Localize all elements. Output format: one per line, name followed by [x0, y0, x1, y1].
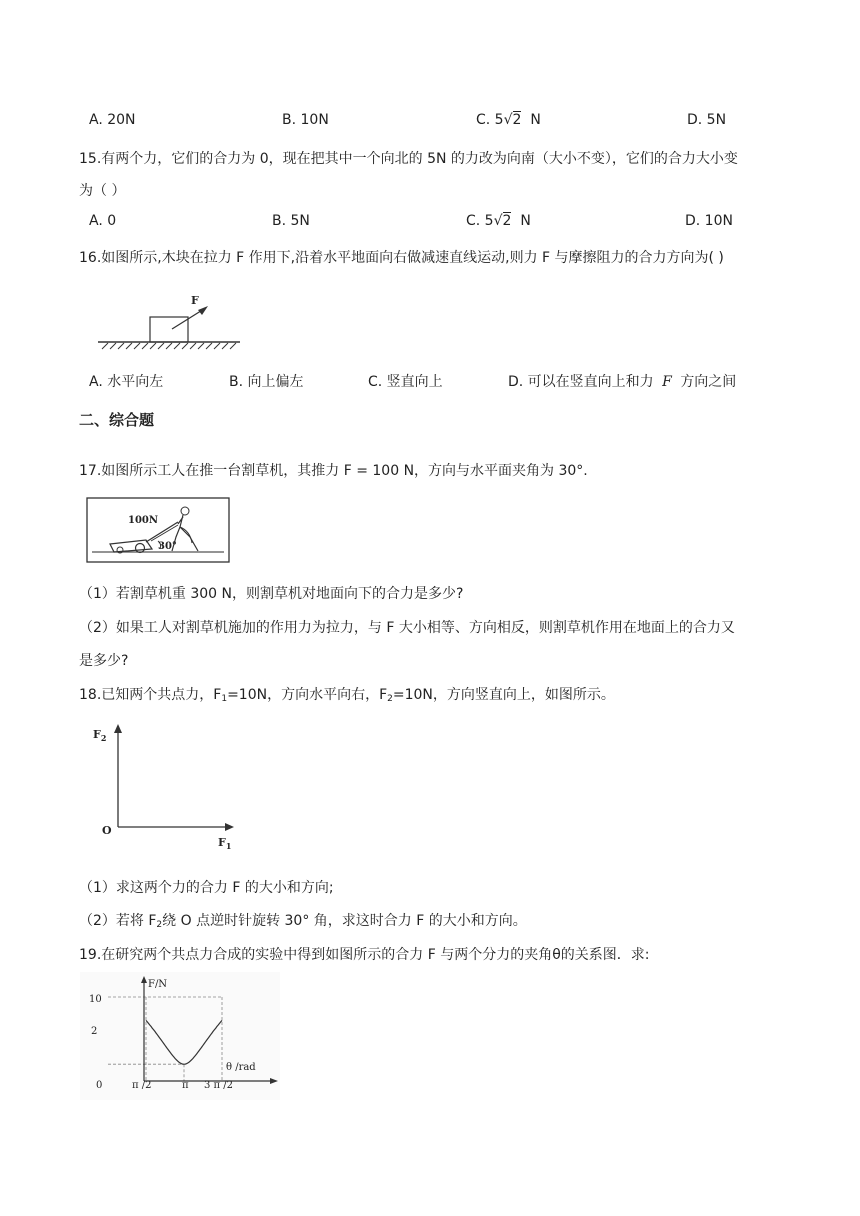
q16-option-d	[508, 371, 736, 391]
wooden-block	[150, 317, 188, 342]
q15-option-c-prefix: C. 5	[466, 213, 494, 229]
q18-text-b: =10N，方向水平向右，F	[227, 687, 388, 703]
q17-sub1: （1）若割草机重 300 N，则割草机对地面向下的合力是多少?	[79, 586, 464, 602]
mower-wheel-rear	[136, 544, 145, 553]
q15-option-c-unit: N	[520, 213, 531, 229]
q16-option-a: A. 水平向左	[89, 374, 164, 390]
origin-label: O	[102, 824, 112, 837]
q14-option-c-prefix: C. 5	[476, 112, 504, 128]
q15-question-line1: 15.有两个力，它们的合力为 0，现在把其中一个向北的 5N 的力改为向南（大小不变），它们的合力大小变	[79, 151, 738, 167]
x-tick-pi-half: π /2	[132, 1080, 152, 1091]
q16-option-d-prefix: D. 可以在竖直向上和力	[508, 374, 654, 390]
q17-question: 17.如图所示工人在推一台割草机，其推力 F = 100 N，方向与水平面夹角为 30°.	[79, 463, 588, 479]
q18-sub1: （1）求这两个力的合力 F 的大小和方向;	[79, 880, 334, 896]
q14-option-d: D. 5N	[687, 112, 727, 128]
y-axis-label: $F_2$	[93, 728, 107, 743]
x-tick-0: 0	[96, 1080, 103, 1091]
angle-label: 30°	[158, 541, 177, 552]
q18-sub1: 1	[221, 694, 228, 704]
force-label: F	[191, 294, 199, 307]
q17-sub2-line1: （2）如果工人对割草机施加的作用力为拉力，与 F 大小相等、方向相反，则割草机作用在地面上的合力又	[79, 620, 735, 636]
q15-option-d: D. 10N	[685, 213, 733, 229]
q15-option-b: B. 5N	[272, 213, 310, 229]
q14-option-c-radicand: 2	[512, 112, 522, 128]
y-axis-label: F/N	[148, 979, 168, 990]
q18-sub2-b: 绕 O 点逆时针旋转 30° 角，求这时合力 F 的大小和方向。	[162, 913, 527, 929]
q18-question	[79, 684, 615, 704]
force-arrow-head	[198, 306, 208, 315]
q18-sub2-a: （2）若将 F	[79, 913, 157, 929]
q14-option-b: B. 10N	[282, 112, 329, 128]
force-label: 100N	[128, 515, 159, 526]
q18-text-c: =10N，方向竖直向上，如图所示。	[392, 687, 615, 703]
q19-force-angle-chart	[80, 972, 280, 1100]
q15-option-a: A. 0	[89, 213, 117, 229]
q14-option-a: A. 20N	[89, 112, 136, 128]
ground-hatching	[102, 343, 236, 349]
x-arrow	[225, 823, 234, 831]
q18-sub2	[79, 910, 527, 930]
q18-force-axes-figure	[88, 720, 248, 850]
q18-sub2-subscript: 2	[156, 920, 163, 930]
q19-question: 19.在研究两个共点力合成的实验中得到如图所示的合力 F 与两个分力的夹角θ的关系图．求:	[79, 947, 650, 963]
q17-lawnmower-figure	[86, 497, 230, 563]
q15-question-line2: 为（ ）	[79, 183, 126, 199]
y-arrow	[114, 724, 122, 733]
y-tick-2: 2	[91, 1026, 98, 1037]
q16-block-figure	[94, 292, 244, 350]
q16-option-d-suffix: 方向之间	[680, 374, 737, 390]
y-tick-10: 10	[89, 994, 102, 1005]
q14-option-c	[476, 112, 541, 128]
worker-head	[181, 507, 189, 515]
x-axis-label: $F_1$	[218, 836, 232, 850]
section-title: 二、综合题	[79, 411, 155, 429]
sqrt-symbol: √	[493, 213, 503, 229]
q18-sub2: 2	[387, 694, 393, 704]
q16-question: 16.如图所示,木块在拉力 F 作用下,沿着水平地面向右做减速直线运动,则力 F 与摩擦阻力的合力方向为( )	[79, 250, 724, 266]
q15-option-c	[466, 213, 531, 229]
q16-option-c: C. 竖直向上	[368, 374, 443, 390]
q18-text-a: 18.已知两个共点力，F	[79, 687, 222, 703]
q15-option-c-radicand: 2	[502, 213, 512, 229]
x-axis-label: θ /rad	[226, 1062, 256, 1073]
mower-handle-2	[151, 525, 178, 541]
q14-option-c-unit: N	[530, 112, 541, 128]
q16-option-d-var: F	[662, 374, 672, 390]
q16-option-b: B. 向上偏左	[229, 374, 304, 390]
q17-sub2-line2: 是多少?	[79, 653, 129, 669]
x-tick-pi: π	[182, 1080, 189, 1091]
x-tick-3pi-half: 3 π /2	[204, 1080, 234, 1091]
mower-body	[110, 540, 152, 552]
sqrt-symbol: √	[503, 112, 513, 128]
